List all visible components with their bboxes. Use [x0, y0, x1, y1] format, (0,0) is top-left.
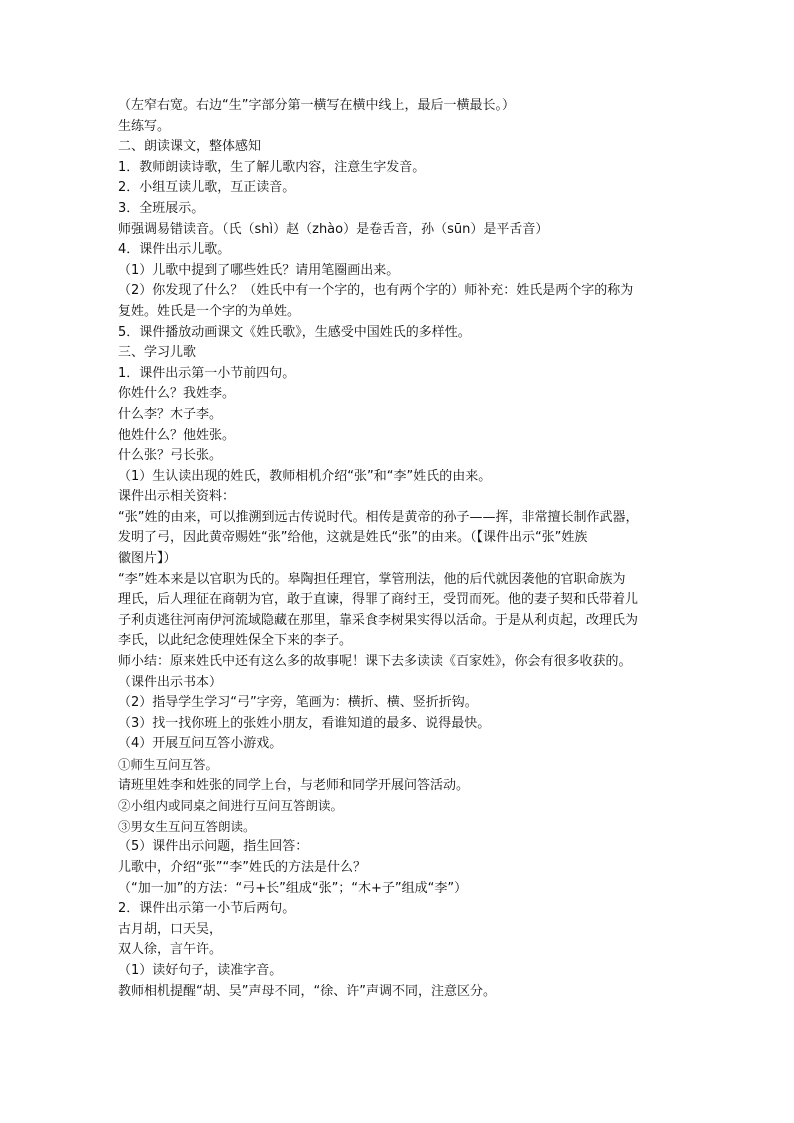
text-line: 课件出示相关资料： — [118, 489, 236, 505]
text-line: 复姓。姓氏是一个字的为单姓。 — [118, 303, 301, 319]
text-line: （1）儿歌中提到了哪些姓氏？请用笔圈画出来。 — [118, 262, 400, 278]
text-line: （“加一加”的方法：“弓+长”组成“张”；“木+子”组成“李”） — [118, 880, 468, 896]
text-line: （2）你发现了什么？（姓氏中有一个字的，也有两个字的）师补充：姓氏是两个字的称为 — [118, 283, 634, 299]
text-line: “李”姓本来是以官职为氏的。皋陶担任理官，掌管刑法，他的后代就因袭他的官职命族为 — [118, 571, 626, 587]
text-line: 请班里姓李和姓张的同学上台，与老师和同学开展问答活动。 — [118, 777, 470, 793]
text-line: （左窄右宽。右边“生”字部分第一横写在横中线上，最后一横最长。） — [118, 98, 515, 113]
text-line: 4．课件出示儿歌。 — [118, 242, 231, 258]
poem-line: 他姓什么？他姓张。 — [118, 427, 236, 443]
text-line: 2．小组互读儿歌，互正读音。 — [118, 180, 296, 196]
text-line: 教师相机提醒“胡、吴”声母不同，“徐、许”声调不同，注意区分。 — [118, 983, 496, 999]
text-line: 5．课件播放动画课文《姓氏歌》，生感受中国姓氏的多样性。 — [118, 324, 471, 340]
poem-line: 什么张？弓长张。 — [118, 448, 223, 464]
poem-line: 什么李？木子李。 — [118, 406, 223, 422]
text-line: ②小组内或同桌之间进行互问互答朗读。 — [118, 798, 344, 814]
text-line: （2）指导学生学习“弓”字旁，笔画为：横折、横、竖折折钩。 — [118, 695, 478, 711]
text-line: “张”姓的由来，可以推溯到远古传说时代。相传是黄帝的孙子——挥，非常擅长制作武器， — [118, 509, 639, 525]
text-line: （课件出示书本） — [118, 674, 223, 690]
text-line: ③男女生互问互答朗读。 — [118, 818, 256, 834]
text-line: 师强调易错读音。（氏（shì）赵（zhào）是卷舌音，孙（sūn）是平舌音） — [118, 221, 549, 237]
text-line: 师小结：原来姓氏中还有这么多的故事呢！课下去多读读《百家姓》，你会有很多收获的。 — [118, 654, 632, 670]
text-line: 3．全班展示。 — [118, 200, 205, 216]
section-heading: 三、学习儿歌 — [118, 345, 197, 361]
text-line: 发明了弓，因此黄帝赐姓“张”给他，这就是姓氏“张”的由来。（【课件出示“张”姓族 — [118, 530, 588, 546]
text-line: （1）读好句子，读准字音。 — [118, 962, 283, 978]
text-line: 生练写。 — [118, 118, 171, 134]
poem-line: 双人徐，言午许。 — [118, 942, 223, 958]
text-line: 理氏，后人理征在商朝为官，敢于直谏，得罪了商纣王，受罚而死。他的妻子契和氏带着儿 — [118, 592, 639, 608]
text-line: 李氏，以此纪念使理姓保全下来的李子。 — [118, 633, 353, 649]
text-line: 子利贞逃往河南伊河流域隐藏在那里，靠采食李树果实得以活命。于是从利贞起，改理氏为 — [118, 612, 639, 628]
text-line: （4）开展互问互答小游戏。 — [118, 736, 283, 752]
text-line: 徽图片】） — [118, 551, 177, 567]
text-line: 2．课件出示第一小节后两句。 — [118, 901, 296, 917]
text-line: 1．课件出示第一小节前四句。 — [118, 365, 296, 381]
text-line: （5）课件出示问题，指生回答： — [118, 839, 309, 855]
text-line: 儿歌中，介绍“张”“李”姓氏的方法是什么？ — [118, 859, 366, 875]
text-line: （1）生认读出现的姓氏，教师相机介绍“张”和“李”姓氏的由来。 — [118, 468, 492, 484]
poem-line: 古月胡，口天吴， — [118, 921, 223, 937]
section-heading: 二、朗读课文，整体感知 — [118, 139, 262, 155]
text-line: （3）找一找你班上的张姓小朋友，看谁知道的最多、说得最快。 — [118, 715, 491, 731]
poem-line: 你姓什么？我姓李。 — [118, 386, 236, 402]
text-line: 1．教师朗读诗歌，生了解儿歌内容，注意生字发音。 — [118, 159, 426, 175]
text-line: ①师生互问互答。 — [118, 757, 219, 772]
document-page — [118, 96, 680, 1002]
